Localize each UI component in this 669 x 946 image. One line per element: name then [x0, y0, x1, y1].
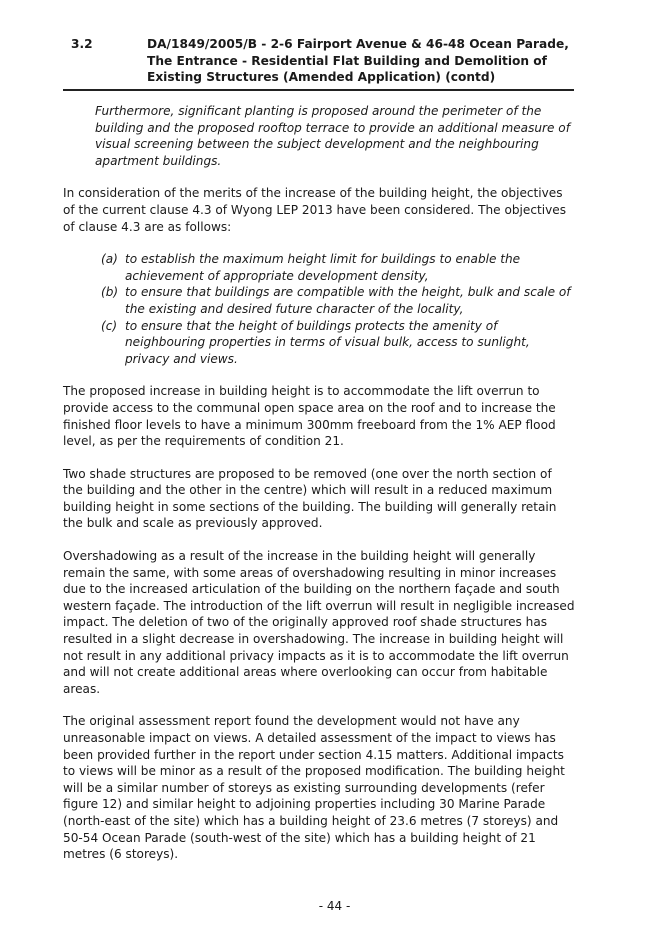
objective-item-a [63, 251, 575, 284]
body-paragraph: The original assessment report found the development would not have any unreasonable impact on views. A detailed assessment of the impact to views has been provided further in the report under section 4.15 matters. Additional impacts to views will be minor as a result of the proposed modification. The building height will be a similar number of storeys as existing surrounding developments (refer figure 12) and similar height to adjoining properties including 30 Marine Parade (north-east of the site) which has a building height of 23.6 metres (7 storeys) and 50-54 Ocean Parade (south-west of the site) which has a building height of 21 metres (6 storeys). [63, 714, 565, 862]
objective-item-b [63, 284, 575, 317]
section-title: DA/1849/2005/B - 2-6 Fairport Avenue & 46-48 Ocean Parade, The Entrance - Residential Flat Building and Demolition of Existing Structures (Amended Application) (contd) [147, 37, 569, 85]
body-paragraph: Overshadowing as a result of the increase in the building height will generally remain the same, with some areas of overshadowing resulting in minor increases due to the increased articulation of the building on the northern façade and south western façade. The introduction of the lift overrun will result in negligible increased impact. The deletion of two of the originally approved roof shade structures has resulted in a slight decrease in overshadowing. The increase in building height will not result in any additional privacy impacts as it is to accommodate the lift overrun and will not create additional areas where overlooking can occur from habitable areas. [63, 549, 575, 696]
section-header [63, 36, 574, 91]
objective-label: (b) [101, 285, 119, 300]
objective-item-c [63, 318, 575, 368]
page-number: - 44 - [318, 899, 351, 913]
intro-paragraph: In consideration of the merits of the increase of the building height, the objectives of the current clause 4.3 of Wyong LEP 2013 have been considered. The objectives of clause 4.3 are as follows: [63, 186, 566, 234]
body-paragraph: The proposed increase in building height is to accommodate the lift overrun to provide access to the communal open space area on the roof and to increase the finished floor levels to have a minimum 300mm freeboard from the 1% AEP flood level, as per the requirements of condition 21. [63, 384, 556, 449]
quoted-paragraph: Furthermore, significant planting is proposed around the perimeter of the building and the proposed rooftop terrace to provide an additional measure of visual screening between the subject development and the neighbouring apartment buildings. [95, 104, 570, 168]
objective-text: to ensure that the height of buildings protects the amenity of neighbouring properties in terms of visual bulk, access to sunlight, privacy and views. [125, 318, 530, 366]
objective-text: to ensure that buildings are compatible with the height, bulk and scale of the existing and desired future character of the locality, [125, 285, 571, 316]
objective-label: (a) [101, 252, 118, 267]
objectives-list [63, 251, 575, 367]
body-paragraph: Two shade structures are proposed to be removed (one over the north section of the building and the other in the centre) which will result in a reduced maximum building height in some sections of the building. The building will generally retain the bulk and scale as previously approved. [63, 466, 557, 531]
page-body [63, 103, 575, 879]
objective-label: (c) [101, 318, 118, 333]
section-number: 3.2 [71, 37, 93, 51]
objective-text: to establish the maximum height limit for buildings to enable the achievement of appropriate development density, [125, 252, 521, 283]
